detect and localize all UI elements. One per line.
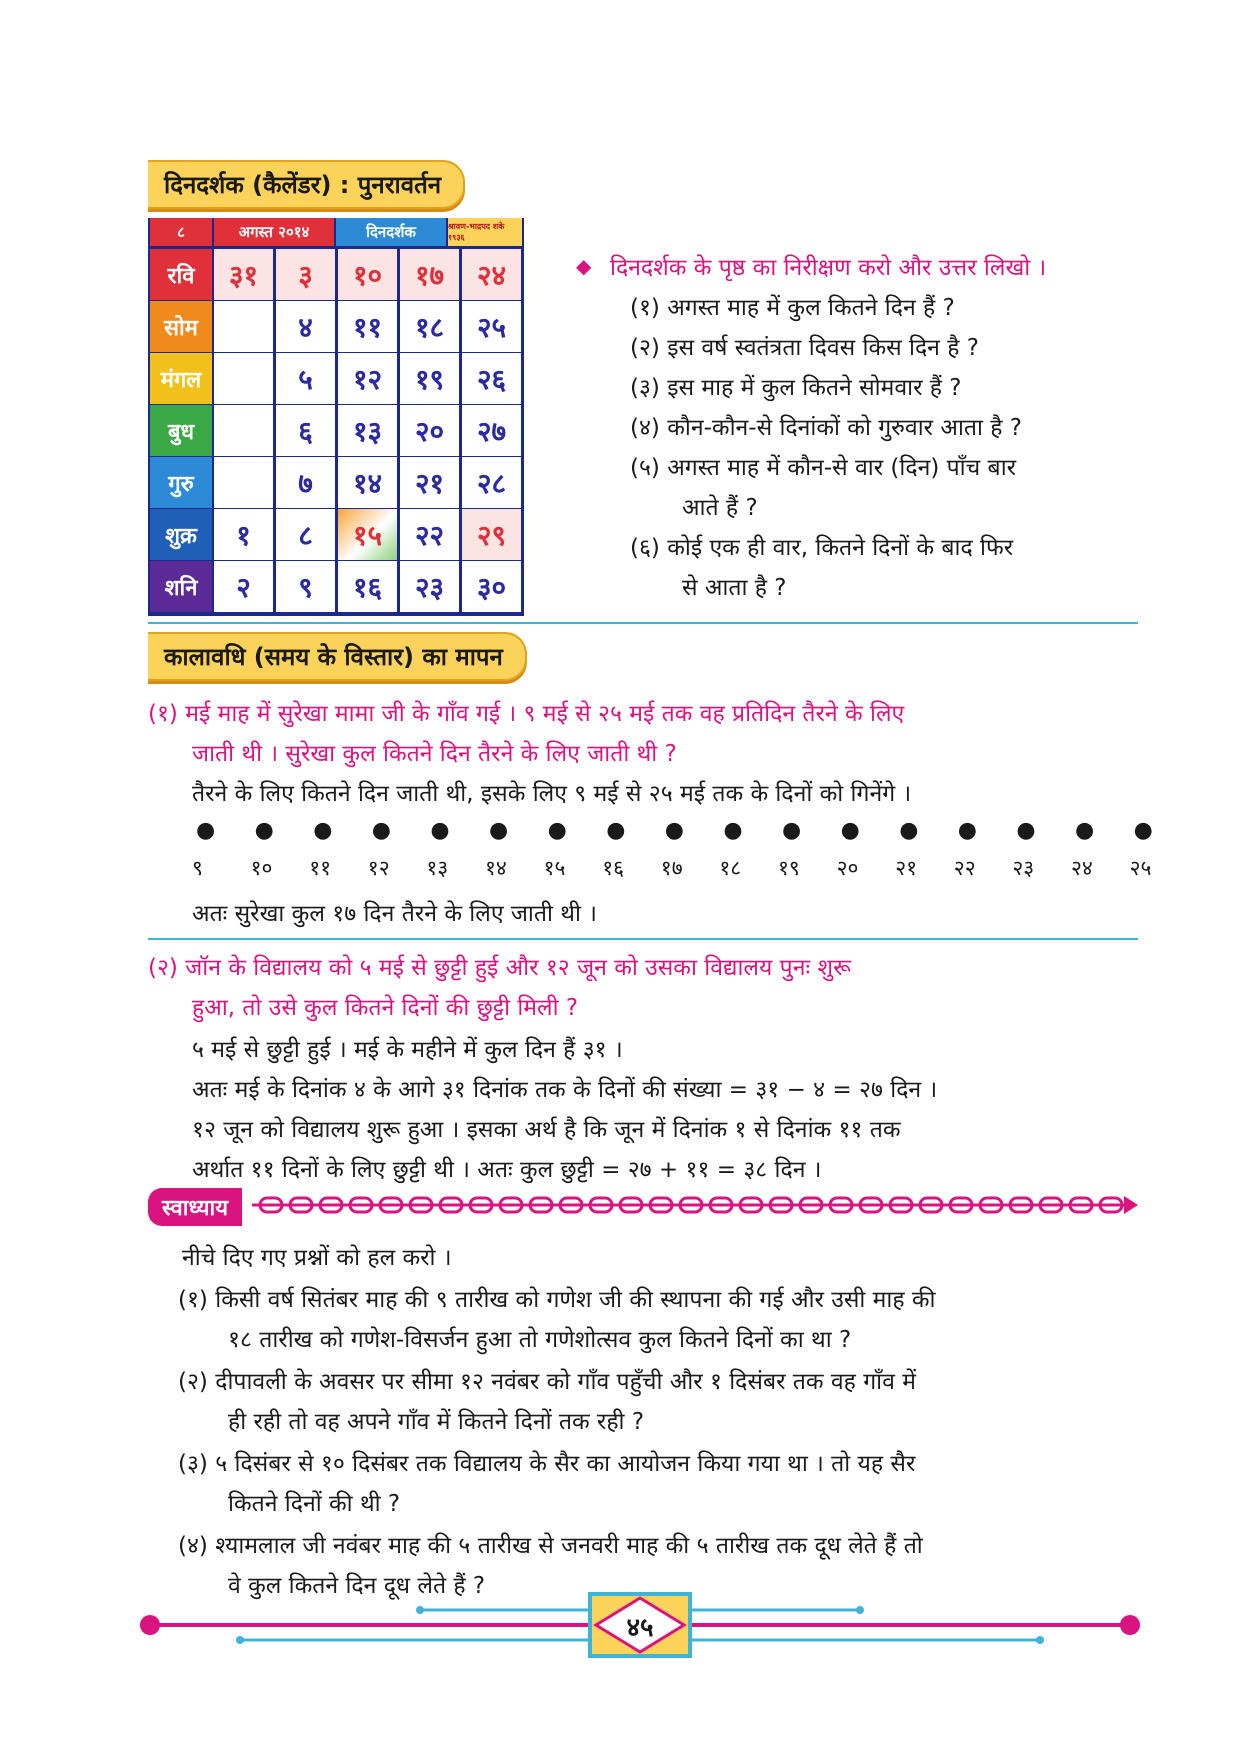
example2-line: १२ जून को विद्यालय शुरू हुआ । इसका अर्थ है कि जून में दिनांक १ से दिनांक ११ तक [192,1117,901,1143]
number-line-label: १८ [719,856,742,880]
number-line-dot: ● [313,818,333,843]
calendar-date-cell: २९ [462,509,521,560]
number-line-label: १५ [543,856,566,880]
calendar-question: (३) इस माह में कुल कितने सोमवार हैं ? [630,375,962,401]
example2-line: ५ मई से छुट्टी हुई । मई के महीने में कुल दिन हैं ३१ । [192,1037,623,1063]
calendar-date-cell: ८ [276,509,335,560]
calendar-date-cell: १६ [338,561,397,612]
calendar-instruction: दिनदर्शक के पृष्ठ का निरीक्षण करो और उत्तर लिखो । [610,255,1047,281]
number-line-label: २४ [1071,856,1093,880]
number-line-dot: ● [254,818,274,843]
calendar-date-cell: २७ [462,405,521,456]
calendar-question: (४) कौन-कौन-से दिनांकों को गुरुवार आता है ? [630,415,1023,441]
example1-explain: तैरने के लिए कितने दिन जाती थी, इसके लिए ९ मई से २५ मई तक के दिनों को गिनेंगे । [192,781,912,807]
calendar-day-name: शुक्र [150,509,212,560]
calendar-question: (६) कोई एक ही वार, कितने दिनों के बाद फिर [630,535,1014,561]
calendar-day-name: मंगल [150,353,212,404]
calendar-date-cell: ४ [276,301,335,352]
calendar-question: (५) अगस्त माह में कौन-से वार (दिन) पाँच बार [630,455,1017,481]
calendar-row [148,456,524,509]
number-line-label: १९ [778,856,800,880]
calendar-row [148,560,524,613]
calendar-date-cell [214,301,273,352]
exercise-question: (४) श्यामलाल जी नवंबर माह की ५ तारीख से जनवरी माह की ५ तारीख तक दूध लेते हैं तो [178,1533,923,1559]
calendar-date-cell: २६ [462,353,521,404]
calendar-question: (१) अगस्त माह में कुल कितने दिन हैं ? [630,295,955,321]
number-line-label: २० [836,856,859,880]
number-line-dot: ● [840,818,860,843]
calendar-date-cell: ७ [276,457,335,508]
calendar-hindu-month: श्रावण-भाद्रपद शके १९३६ [448,218,522,246]
number-line-label: २२ [953,856,976,880]
number-line-dot: ● [547,818,567,843]
number-line-dot: ● [606,818,626,843]
calendar-date-cell: २० [400,405,459,456]
exercise-question: (२) दीपावली के अवसर पर सीमा १२ नवंबर को गाँव पहुँची और १ दिसंबर तक वह गाँव में [178,1369,916,1395]
calendar-date-cell: २४ [462,249,521,300]
calendar-date-cell: १० [338,249,397,300]
calendar-week-number: ८ [150,218,212,246]
example2-question: (२) जॉन के विद्यालय को ५ मई से छुट्टी हुई और १२ जून को उसका विद्यालय पुनः शुरू [148,955,851,981]
exercise-question: (१) किसी वर्ष सितंबर माह की ९ तारीख को गणेश जी की स्थापना की गई और उसी माह की [178,1287,936,1313]
number-line-dot: ● [723,818,743,843]
calendar-date-cell: १४ [338,457,397,508]
number-line-label: १६ [602,856,625,880]
example2-line: अतः मई के दिनांक ४ के आगे ३१ दिनांक तक के दिनों की संख्या = ३१ − ४ = २७ दिन । [192,1077,938,1103]
calendar-date-cell [214,405,273,456]
calendar-month: अगस्त २०१४ [214,218,334,246]
calendar-row [148,352,524,405]
number-line-dot: ● [430,818,450,843]
number-line-dot: ● [371,818,391,843]
calendar-date-cell: २१ [400,457,459,508]
example2-question-cont: हुआ, तो उसे कुल कितने दिनों की छुट्टी मिली ? [192,995,579,1021]
calendar-row [148,300,524,353]
example1-conclusion: अतः सुरेखा कुल १७ दिन तैरने के लिए जाती थी । [192,901,597,927]
exercise-question-cont: वे कुल कितने दिन दूध लेते हैं ? [228,1573,486,1599]
calendar-section-title: दिनदर्शक (कैलेंडर) : पुनरावर्तन [148,160,465,209]
duration-section-title: कालावधि (समय के विस्तार) का मापन [148,632,527,681]
exercise-instruction: नीचे दिए गए प्रश्नों को हल करो । [182,1245,452,1271]
number-line-dot: ● [1133,818,1153,843]
number-line-dot: ● [196,818,216,843]
number-line-label: १७ [660,856,683,880]
calendar-date-cell: १८ [400,301,459,352]
exercise-question-cont: कितने दिनों की थी ? [228,1491,401,1517]
calendar-day-name: गुरु [150,457,212,508]
calendar-day-name: रवि [150,249,212,300]
calendar-date-cell: ३० [462,561,521,612]
exercise-question-cont: १८ तारीख को गणेश-विसर्जन हुआ तो गणेशोत्सव कुल कितने दिनों का था ? [228,1327,852,1353]
calendar-question-cont: से आता है ? [682,575,787,601]
calendar-date-cell: १३ [338,405,397,456]
calendar-date-cell: २ [214,561,273,612]
calendar-date-cell [214,353,273,404]
number-line-label: १४ [485,856,507,880]
divider [148,622,1138,624]
calendar-question-cont: आते हैं ? [682,495,758,521]
number-line-label: १० [250,856,273,880]
calendar-date-cell: १२ [338,353,397,404]
calendar-day-name: सोम [150,301,212,352]
decorative-chain [252,1190,1138,1220]
calendar-date-cell: ६ [276,405,335,456]
calendar-day-name: बुध [150,405,212,456]
calendar-label: दिनदर्शक [336,218,446,246]
number-line-dot: ● [1016,818,1036,843]
diamond-bullet-icon: ◆ [576,254,592,278]
number-line-label: २१ [895,856,918,880]
calendar-row [148,508,524,561]
number-line-label: १३ [426,856,449,880]
calendar-date-cell: ११ [338,301,397,352]
number-line-dot: ● [1075,818,1095,843]
number-line-label: ९ [192,856,203,880]
calendar-date-cell [214,457,273,508]
calendar-grid [148,218,524,616]
calendar-date-cell: १७ [400,249,459,300]
calendar-date-cell: २५ [462,301,521,352]
number-line-dot: ● [782,818,802,843]
calendar-date-cell: १ [214,509,273,560]
calendar-row [148,404,524,457]
calendar-date-cell: ३१ [214,249,273,300]
calendar-row [148,248,524,301]
example1-question: (१) मई माह में सुरेखा मामा जी के गाँव गई । ९ मई से २५ मई तक वह प्रतिदिन तैरने के लिए [148,701,905,727]
calendar-question: (२) इस वर्ष स्वतंत्रता दिवस किस दिन है ? [630,335,979,361]
number-line-dot: ● [957,818,977,843]
calendar-date-cell: २३ [400,561,459,612]
calendar-date-cell: २८ [462,457,521,508]
calendar-date-cell: २२ [400,509,459,560]
exercise-question: (३) ५ दिसंबर से १० दिसंबर तक विद्यालय के सैर का आयोजन किया गया था । तो यह सैर [178,1451,916,1477]
calendar-date-cell: ९ [276,561,335,612]
number-line-label: २३ [1012,856,1035,880]
calendar-date-cell: १५ [338,509,397,560]
number-line-label: ११ [309,856,332,880]
example1-question-cont: जाती थी । सुरेखा कुल कितने दिन तैरने के लिए जाती थी ? [192,741,677,767]
calendar-day-name: शनि [150,561,212,612]
divider [148,938,1138,940]
calendar-date-cell: १९ [400,353,459,404]
calendar-date-cell: ५ [276,353,335,404]
number-line-dot: ● [899,818,919,843]
number-line-label: १२ [367,856,390,880]
exercise-question-cont: ही रही तो वह अपने गाँव में कितने दिनों तक रही ? [228,1409,645,1435]
number-line-dot: ● [489,818,509,843]
example2-line: अर्थात ११ दिनों के लिए छुट्टी थी । अतः कुल छुट्टी = २७ + ११ = ३८ दिन । [192,1157,822,1183]
calendar-date-cell: ३ [276,249,335,300]
page-number: ४५ [626,1613,654,1643]
number-line-dot: ● [664,818,684,843]
number-line-label: २५ [1129,856,1152,880]
exercise-label: स्वाध्याय [148,1188,242,1226]
